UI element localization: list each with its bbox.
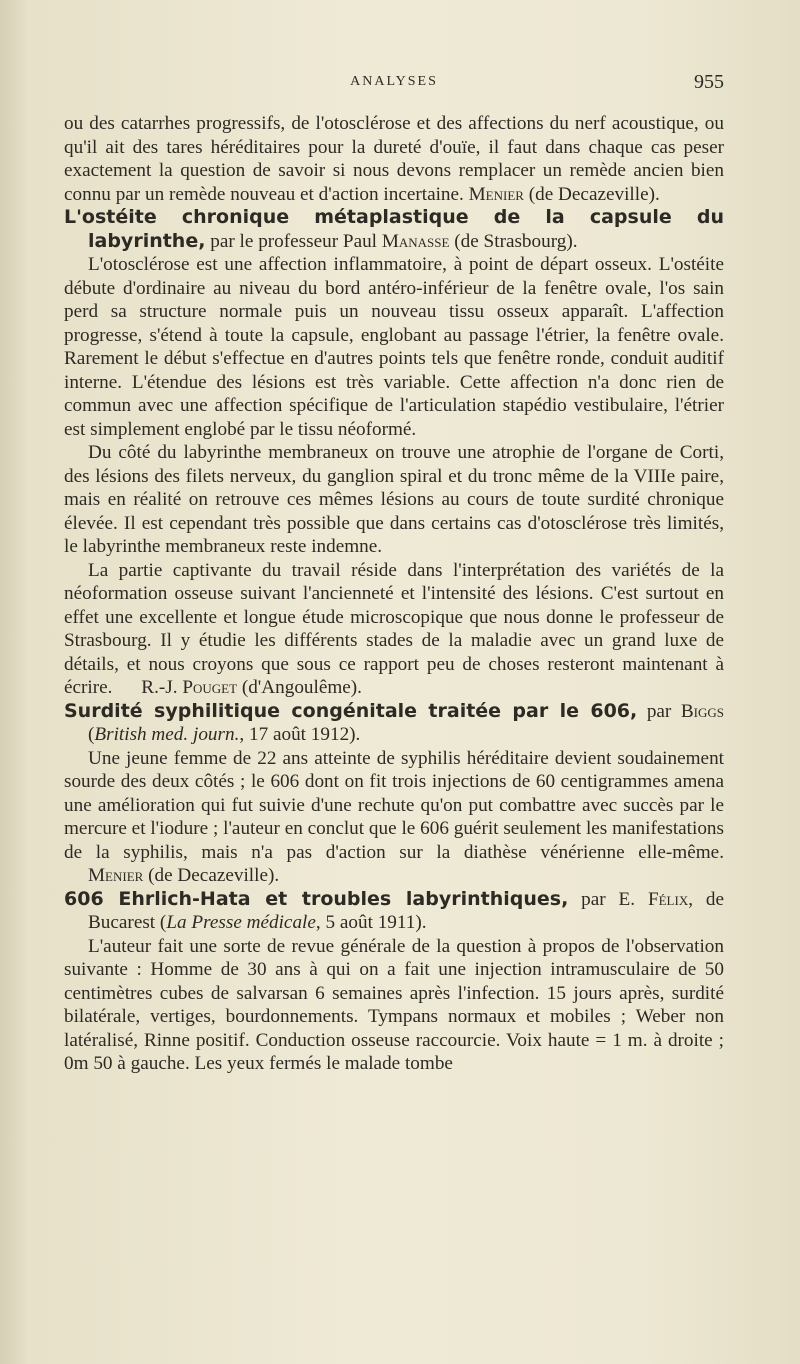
paragraph: L'otosclérose est une affection inflammatoire, à point de départ osseux. L'ostéite débute d'ordinaire au niveau du bord antéro-inférieur de la fenêtre ovale, l'os sain perd sa structure normale puis un nouveau tissu osseux apparaît. L'affection progresse, s'étend à toute la capsule, englobant au passage l'étrier, la fenêtre ovale. Rarement le début s'effectue en d'autres points tels que fenêtre ronde, conduit auditif interne. L'étendue des lésions est très variable. Cette affection n'a donc rien de commun avec une affection spécifique de l'articulation stapédio vestibulaire, l'étrier est simplement englobé par le tissu néoformé. [64,254,724,440]
article-title: 606 Ehrlich-Hata et troubles labyrinthiques, [64,887,569,910]
running-head: ANALYSES [350,74,438,89]
article-text [64,112,724,1076]
page-header [64,71,724,102]
article-heading: Surdité syphilitique congénitale traitée par le 606, par Biggs (British med. journ., 17 août 1912). [64,699,725,745]
article-heading: L'ostéite chronique métaplastique de la capsule du labyrinthe, par le professeur Paul Manasse (de Strasbourg). [64,206,724,252]
paragraph: Une jeune femme de 22 ans atteinte de syphilis héréditaire devient soudainement sourde des deux côtés ; le 606 dont on fit trois injections de 60 centigrammes amena une amélioration qui fut suivie d'une rechute qu'on put combattre avec succès par le mercure et l'iodure ; l'auteur en conclut que le 606 guérit seulement les manifestations de la syphilis, mais n'a pas d'action sur la diathèse vénérienne elle-même. Menier (de Decazeville). [64,747,724,886]
paragraph: Du côté du labyrinthe membraneux on trouve une atrophie de l'organe de Corti, des lésions des filets nerveux, du ganglion spiral et du tronc même de la VIIIe paire, mais en réalité on retrouve ces mêmes lésions au cours de toute surdité chronique élevée. Il est cependant très possible que dans certains cas d'otosclérose très limités, le labyrinthe membraneux reste indemne. [64,442,724,557]
page-binding-shadow [0,0,28,1364]
page-number: 955 [694,71,724,93]
paragraph: L'auteur fait une sorte de revue générale de la question à propos de l'observation suivante : Homme de 30 ans à qui on a fait une injection intramusculaire de 50 centimètres cubes de salvarsan 6 semaines après l'infection. 15 jours après, surdité bilatérale, vertiges, bourdonnements. Tympans normaux et mobiles ; Weber non latéralisé, Rinne positif. Conduction osseuse raccourcie. Voix haute = 1 m. à droite ; 0m 50 à gauche. Les yeux fermés le malade tombe [64,935,724,1074]
paragraph: La partie captivante du travail réside dans l'interprétation des variétés de la néoformation osseuse suivant l'ancienneté et l'intensité des lésions. C'est surtout en effet une excellente et longue étude microscopique que nous donne le professeur de Strasbourg. Il y étudie les différents stades de la maladie avec un grand luxe de détails, et nous croyons que sous ce rapport peu de choses resteront maintenant à écrire. R.-J. Pouget (d'Angoulême). [64,559,724,698]
article-title: Surdité syphilitique congénitale traitée par le 606, [64,699,638,722]
article-heading: 606 Ehrlich-Hata et troubles labyrinthiques, par E. Félix, de Bucarest (La Presse médicale, 5 août 1911). [64,887,725,933]
article-title: L'ostéite chronique métaplastique de la capsule du labyrinthe, [64,206,724,252]
paragraph-continuation: ou des catarrhes progressifs, de l'otosclérose et des affections du nerf acoustique, ou qu'il ait des tares héréditaires pour la dureté d'ouïe, il faut dans chaque cas peser exactement la question de savoir si nous devons remplacer un remède ancien bien connu par un remède nouveau et d'action incertaine. Menier (de Decazeville). [64,113,724,205]
